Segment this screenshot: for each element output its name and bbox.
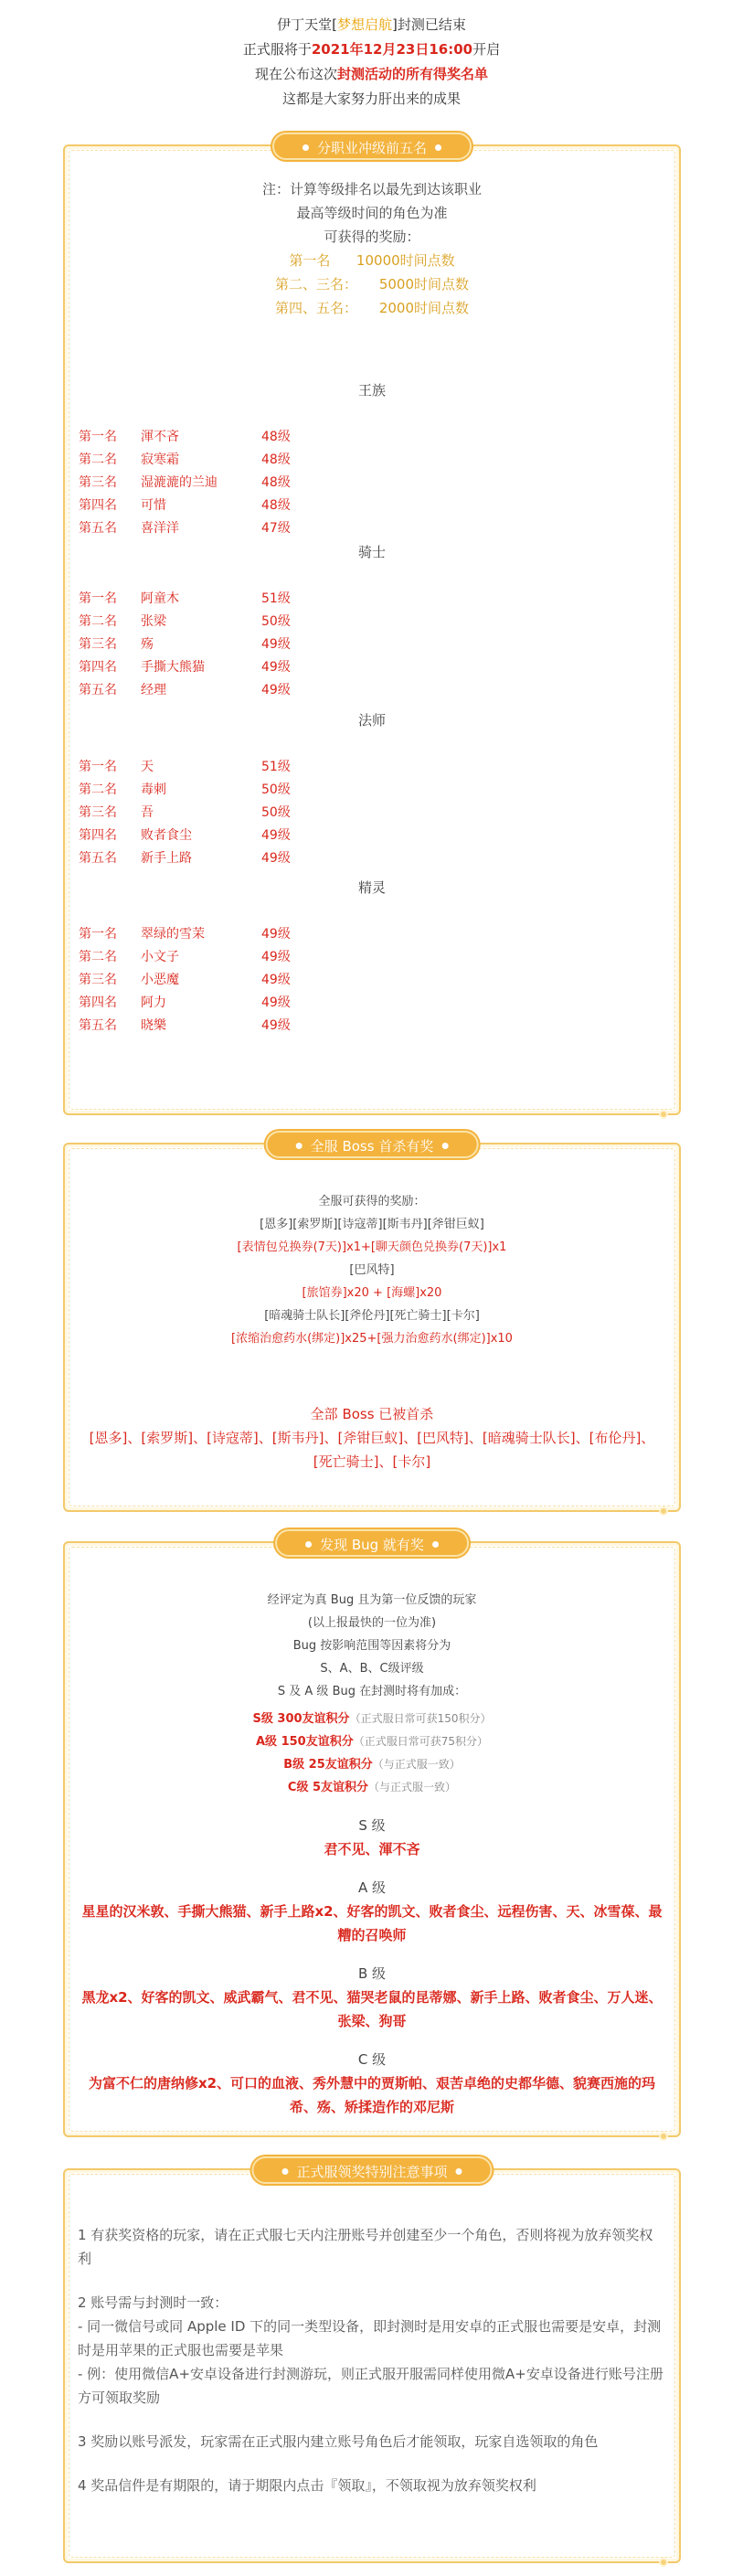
bug-intro-line: (以上报最快的一位为准) [307,1616,437,1630]
player-level: 48级 [261,430,291,444]
claim-line: - 同一微信号或同 Apple ID 下的同一类型设备，即封测时是用安卓的正式服也需要是安卓，封测时是用苹果的正式服也需要是苹果 [78,2318,662,2358]
player-level: 49级 [261,973,291,987]
claim-paragraph [78,2430,666,2454]
class-group-title: 王族 [357,382,386,399]
boss-line: [恩多][索罗斯][诗寇蒂][斯韦丹][斧钳巨蚁] [260,1218,484,1231]
player-level: 48级 [261,475,291,490]
player-name: 败者食尘 [141,828,192,843]
bug-level-label: A级 150友谊积分 [255,1735,354,1749]
class-group-title: 精灵 [357,879,386,896]
player-level: 49级 [261,995,291,1010]
claim-paragraph [78,2291,666,2410]
player-level: 51级 [261,591,291,606]
corner-dot [659,1506,668,1516]
bug-grade-names: 为富不仁的唐纳修x2、可口的血液、秀外慧中的贾斯帕、艰苦卓绝的史都华德、貌赛西施的玛希、殇、矫揉造作的邓尼斯 [88,2075,656,2115]
rank-row [79,779,353,802]
rank-row [79,517,353,540]
bug-winners [76,1814,668,2119]
rank-label: 第五名 [79,521,117,536]
launch-date: 2021年12月23日16:00 [311,41,473,58]
player-level: 49级 [261,1018,291,1033]
claim-paragraph [78,2474,666,2497]
player-name: 寂寒霜 [141,452,179,467]
bug-intro-line: 经评定为真 Bug 且为第一位反馈的玩家 [267,1593,477,1607]
rank-label: 第二名 [79,452,117,467]
player-name: 小文子 [141,950,179,964]
bug-intro [76,1589,668,1703]
player-name: 翠绿的雪茉 [141,927,205,942]
rank-label: 第四名 [79,828,117,843]
rank-label: 第一名 [79,927,117,942]
player-name: 可惜 [141,498,166,513]
player-level: 48级 [261,498,291,513]
bug-level-row [76,1776,668,1799]
bug-intro-line: S、A、B、C级评级 [320,1662,424,1676]
corner-dot [659,2558,668,2567]
rank-row [79,992,353,1015]
rank-label: 第三名 [79,637,117,652]
claim-line: 2 账号需与封测时一致： [78,2294,228,2311]
player-level: 47级 [261,521,291,536]
rank-label: 第三名 [79,475,117,490]
rank-row [79,679,353,702]
intro-line-4: 这都是大家努力肝出来的成果 [281,90,461,107]
player-level: 49级 [261,683,291,697]
claim-line: 1 有获奖资格的玩家，请在正式服七天内注册账号并创建至少一个角色，否则将视为放弃领奖权利 [78,2227,653,2267]
rank-row [79,1015,353,1038]
killed-list: [恩多]、[索罗斯]、[诗寇蒂]、[斯韦丹]、[斧钳巨蚁]、[巴风特]、[暗魂骑士队长]、[布伦丹]、[死亡骑士]、[卡尔] [89,1430,655,1470]
player-level: 49级 [261,828,291,843]
reward-tier-3: 第四、五名： 2000时间点数 [274,300,469,316]
rank-row [79,756,353,779]
player-level: 49级 [261,660,291,675]
reward-tier-2: 第二、三名： 5000时间点数 [274,276,469,293]
claim-paragraphs [78,2223,666,2517]
player-level: 49级 [261,927,291,942]
player-name: 晓樂 [141,1018,166,1033]
corner-dot [659,1110,668,1119]
player-name: 吾 [141,805,154,820]
boss-first-kill-card [63,1138,681,1512]
player-name: 手撕大熊猫 [141,660,205,675]
rank-row [79,802,353,825]
rank-label: 第一名 [79,760,117,774]
player-level: 51级 [261,760,291,774]
killed-title: 全部 Boss 已被首杀 [310,1406,434,1422]
boss-line: [浓缩治愈药水(绑定)]x25+[强力治愈药水(绑定)]x10 [231,1332,513,1346]
player-name: 张梁 [141,614,166,629]
server-name: 梦想启航 [336,16,392,33]
boss-line: [表情包兑换券(7天)]x1+[聊天颜色兑换券(7天)]x1 [237,1240,507,1254]
rank-label: 第三名 [79,805,117,820]
bug-grade-title: S 级 [358,1817,386,1834]
player-level: 48级 [261,452,291,467]
rank-row [79,969,353,992]
reward-tier-1: 第一名 10000时间点数 [289,252,455,269]
bug-level-row [76,1708,668,1730]
player-level: 49级 [261,637,291,652]
bug-intro-line: Bug 按影响范围等因素将分为 [292,1639,451,1653]
player-name: 阿童木 [141,591,179,606]
bug-grade-names: 黑龙x2、好客的凯文、威武霸气、君不见、猫哭老鼠的昆蒂娜、新手上路、败者食尘、万人迷、张梁、狗哥 [81,1989,663,2029]
rank-label: 第五名 [79,851,117,866]
player-name: 毒刺 [141,782,166,797]
corner-dot [659,2132,668,2141]
rank-label: 第二名 [79,614,117,629]
boss-line: [暗魂骑士队长][斧伦丹][死亡骑士][卡尔] [264,1309,480,1323]
rank-label: 第一名 [79,430,117,444]
bug-grade-names: 星星的汉米敦、手撕大熊猫、新手上路x2、好客的凯文、败者食尘、远程伤害、天、冰雪葆、最糟的召唤师 [81,1903,663,1943]
bug-intro-line: S 及 A 级 Bug 在封测时将有加成： [277,1685,467,1698]
claim-line: - 例：使用微信A+安卓设备进行封测游玩，则正式服开服需同样使用微A+安卓设备进行账号注册方可领取奖励 [78,2366,663,2406]
bug-level-note: （与正式服一致） [368,1781,457,1794]
rank-label: 第五名 [79,683,117,697]
claim-line: 4 奖品信件是有期限的，请于期限内点击『领取』，不领取视为放弃领奖权利 [78,2477,536,2494]
rank-label: 第五名 [79,1018,117,1033]
claim-paragraph [78,2223,666,2271]
rank-row [79,825,353,847]
rank-row [79,588,353,611]
claim-line: 3 奖励以账号派发，玩家需在正式服内建立账号角色后才能领取，玩家自选领取的角色 [78,2433,599,2450]
rank-row [79,495,353,517]
player-name: 喜洋洋 [141,521,179,536]
rank-row [79,426,353,449]
intro-block [0,0,743,112]
class-ranking-card [63,140,681,1115]
player-name: 阿力 [141,995,166,1010]
rank-row [79,472,353,495]
boss-reward-lines [76,1190,668,1350]
rank-row [79,656,353,679]
bug-level-note: （与正式服一致） [372,1758,461,1771]
intro-line-1: 伊丁天堂[梦想启航]封测已结束 [277,16,466,33]
player-level: 50级 [261,782,291,797]
rank-row [79,847,353,870]
player-level: 50级 [261,614,291,629]
boss-line: [巴风特] [349,1263,395,1277]
rank-row [79,633,353,656]
player-level: 49级 [261,851,291,866]
rank-label: 第二名 [79,950,117,964]
rank-label: 第四名 [79,995,117,1010]
bug-grade-names: 君不见、渾不吝 [324,1841,420,1857]
rank-label: 第四名 [79,660,117,675]
player-name: 小恶魔 [141,973,179,987]
bug-levels [76,1708,668,1799]
boss-line: [旅馆券]x20 + [海螺]x20 [302,1286,442,1300]
rank-label: 第一名 [79,591,117,606]
class-group-title: 法师 [357,712,386,729]
player-name: 湿漉漉的兰迪 [141,475,218,490]
rank-label: 第四名 [79,498,117,513]
rank-row [79,449,353,472]
bug-grade-title: C 级 [357,2051,387,2068]
bug-report-card [63,1537,681,2137]
player-name: 渾不吝 [141,430,179,444]
bug-level-row [76,1753,668,1776]
bug-level-note: （正式服日常可获150积分） [349,1712,492,1725]
section-badge: 分职业冲级前五名 [272,133,472,160]
rank-label: 第三名 [79,973,117,987]
rank-row [79,611,353,633]
claim-notes-card [63,2164,681,2563]
ranking-notes: 注：计算等级排名以最先到达该职业 最高等级时间的角色为准 可获得的奖励： 第一名 10000时间点数 第二、三名： 5000时间点数 第四、五名： 2000时间点数 [76,177,668,320]
player-name: 经理 [141,683,166,697]
bug-grade-title: B 级 [357,1965,387,1982]
section-badge: 发现 Bug 就有奖 [275,1529,469,1557]
bug-level-label: B级 25友谊积分 [283,1758,373,1772]
intro-line-3: 现在公布这次封测活动的所有得奖名单 [254,66,489,82]
bug-level-label: S级 300友谊积分 [252,1712,350,1726]
bug-grade-title: A 级 [357,1879,387,1896]
section-badge: 全服 Boss 首杀有奖 [266,1131,479,1158]
bug-level-note: （正式服日常可获75积分） [353,1735,488,1748]
rank-label: 第二名 [79,782,117,797]
boss-line: 全服可获得的奖励： [318,1195,426,1208]
bug-level-row [76,1730,668,1753]
player-name: 殇 [141,637,154,652]
player-name: 天 [141,760,154,774]
player-name: 新手上路 [141,851,192,866]
section-badge: 正式服领奖特别注意事项 [251,2156,492,2184]
class-group-title: 骑士 [357,544,386,560]
bug-level-label: C级 5友谊积分 [287,1781,369,1794]
player-level: 49级 [261,950,291,964]
intro-line-2: 正式服将于2021年12月23日16:00开启 [242,41,501,58]
rank-row [79,946,353,969]
player-level: 50级 [261,805,291,820]
rank-row [79,923,353,946]
